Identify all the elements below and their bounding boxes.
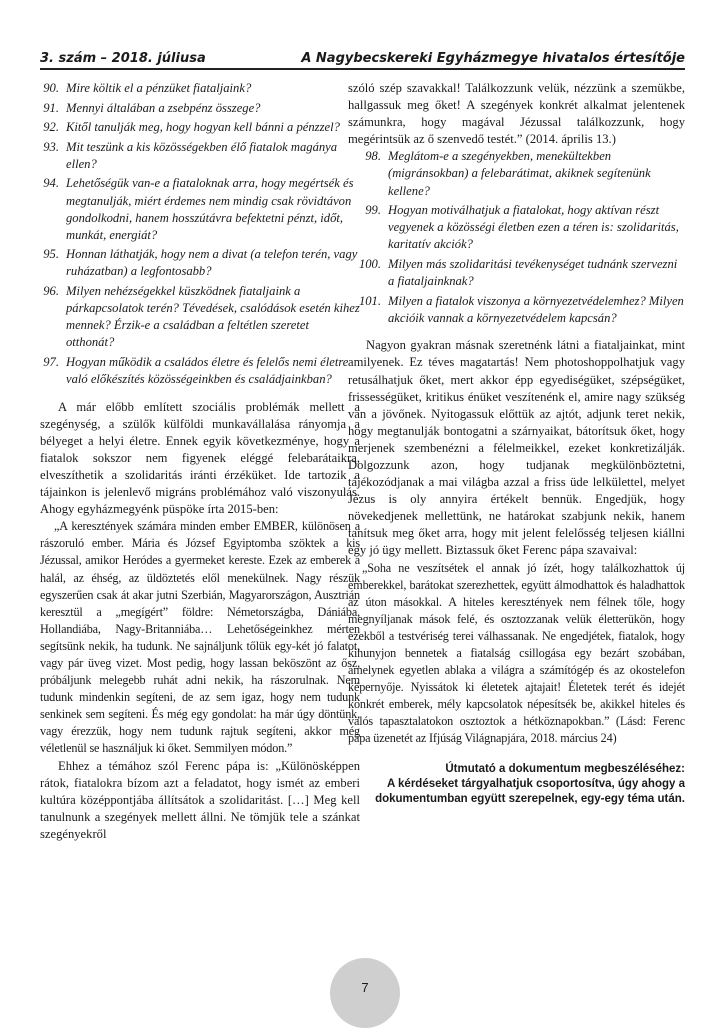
page-number: 7: [330, 958, 400, 1028]
guide-title: Útmutató a dokumentum megbeszéléséhez:: [445, 762, 685, 775]
question-item: 93. Mit teszünk a kis közösségekben élő fiatalok magánya ellen?: [43, 139, 338, 171]
issue-label: 3. szám – 2018. júliusa: [40, 51, 206, 66]
question-item: 98. Meglátom-e a szegényekben, menekültekben (migránsokban) a felebarátimat, akiknek segítenünk kellene?: [365, 149, 651, 198]
question-item: 94. Lehetőségük van-e a fiataloknak arra, hogy megértsék és megtanulják, miért érdemes nem mindig csak rövidtávon gondolkodni, hanem hosszútávra befektetni pénzt, időt, munkát, energiát?: [43, 176, 354, 242]
header-rule: [40, 68, 685, 70]
quote-continuation: szóló szép szavakkal! Találkozzunk velük, nézzünk a szemükbe, hallgassuk meg őket! A szegények konkrét alkalmat jelentenek számunkra, hogy magával Jézussal találkozzunk, hogy megérintsük az ő szenvedő testét.” (2014. április 13.): [348, 81, 685, 147]
left-column: [40, 80, 360, 843]
question-item: 96. Milyen nehézségekkel küszködnek fiataljaink a párkapcsolatok terén? Tévedések, csalódások esetén kihez mennek? Érzik-e a családban a feltétlen szeretet otthonát?: [43, 284, 360, 350]
body-paragraph: Nagyon gyakran másnak szeretnénk látni a fiataljainkat, mint amilyenek. Ez téves magatartás! Nem photoshoppolhatjuk vagy retusálhatjuk őket, mert akkor épp egyediségüket, szépségüket, frissességüket, kritikus énüket veszítenénk el, amire nagy szükség van a jövőnek. Nyitogassuk előttük az ajtót, adjunk teret nekik, hogy megtanulják bontogatni a szárnyaikat, bátorítsuk őket, hogy merjenek szembenézni a félelmeikkel, ezeket konkretizálják. Dolgozzunk azon, hogy tudjanak megkülönböztetni, tájékozódjanak a mai világba azzal a friss üde lelkülettel, melyet Jézus is oly annyira értékelt bennük. Engedjük, hogy növekedjenek mellettünk, ne határokat szabjunk nekik, hanem tanítsuk meg őket arra, hogy mit jelent felelősség teljesen kiállni egy jó ügy mellett. Biztassuk őket Ferenc pápa szavaival:: [348, 338, 685, 558]
body-paragraph: A már előbb említett szociális problémák mellett a szegénység, a szülők külföldi munkavállalása rányomja a bélyeget a helyi életre. Ennek egyik következménye, hogy a fiatalok sokszor nem figyenek eléggé felebarátaikra, elveszíthetik a szolidaritás iránti érzéküket. Ide tartozik a tájainkon is jelenlevő migráns problémához való viszonyulás. Ahogy egyházmegyénk püspöke írta 2015-ben:: [40, 399, 360, 517]
question-item: 90. Mire költik el a pénzüket fiataljaink?: [43, 81, 252, 95]
question-list-right: [354, 148, 685, 326]
right-column: [348, 80, 685, 807]
question-item: 95. Honnan láthatják, hogy nem a divat (a telefon terén, vagy ruházatban) a legfontosabb?: [43, 247, 358, 279]
question-item: 100. Milyen más szolidaritási tevékenységet tudnánk szervezni a fiataljainknak?: [358, 256, 678, 289]
question-item: 99. Hogyan motiválhatjuk a fiatalokat, hogy aktívan részt vegyenek a közösségi életben ezen a téren is: szolidaritás, karitatív akciók?: [365, 203, 679, 252]
question-list-left: [40, 80, 360, 388]
question-item: 91. Mennyi általában a zsebpénz összege?: [43, 100, 261, 115]
bishop-quote: „A keresztények számára minden ember EMBER, különösen a rászoruló ember. Mária és József Egyiptomba szöktek a kis Jézussal, amikor Heródes a gyermeket kereste. Ezek az emberek a halál, az éhség, az üldöztetés elől menekülnek. Nagy részük egyszerűen csak át akar jutni Szerbián, Magyarországon, Ausztrián keresztül a „megígért” földre: Németországba, Dániába, Hollandiába, Nagy-Britanniába… Lehetőségeinkhez mérten segítsünk nekik, ha tudunk. Ne sajnáljunk tőlük egy-két jó falatot, vagy pár üveg vizet. Most pedig, hogy lassan beköszönt az ősz, próbáljunk melegebb ruhát adni nekik, ha rászorulnak. Nem tudunk mindenkin segíteni, de az sem igaz, hogy nem tudunk senkinek sem segíteni. És még egy gondolat: ha már úgy döntünk, vagy érezzük, hogy nem tudunk rajtuk segíteni, akkor még véletlenül se használjuk ki őket. Semmilyen módon.”: [40, 519, 360, 756]
running-header: [40, 44, 685, 66]
body-paragraph: Ehhez a témához szól Ferenc pápa is: „Különösképpen rátok, fiatalokra bízom azt a feladatot, hogy ismét az emberi kultúra középpontjába állítsátok a szolidaritást. […] Meg kell tanulnunk a szegények mellett állni. Ne tömjük tele a szánkat szegényekről: [40, 758, 360, 841]
discussion-guide: [348, 762, 685, 807]
question-item: 97. Hogyan működik a családos életre és felelős nemi életre való előkészítés közösségeinkben és családjainkban?: [43, 354, 349, 386]
guide-text: A kérdéseket tárgyalhatjuk csoportosítva, úgy ahogy a dokumentumban együtt szerepelnek, egy-egy téma után.: [375, 777, 685, 805]
question-item: 92. Kitől tanulják meg, hogy hogyan kell bánni a pénzzel?: [43, 120, 340, 135]
publication-title: A Nagybecskereki Egyházmegye hivatalos értesítője: [301, 51, 685, 66]
question-item: 101. Milyen a fiatalok viszonya a környezetvédelemhez? Milyen akcióik vannak a környezetvédelem kapcsán?: [358, 293, 684, 325]
pope-quote: „Soha ne veszítsétek el annak jó ízét, hogy találkozhattok új emberekkel, barátokat szerezhettek, együtt álmodhattok és haladhattok az úton másokkal. A hiteles keresztények nem félnek tőle, hogy megnyíljanak mások felé, és osztozzanak velük életterükön, hogy ezekből a testvériség terei válhassanak. Ne engedjétek, fiatalok, hogy kihunyjon bennetek a fiatalság csillogása egy bezárt szobában, amelynek egyetlen ablaka a világra a számítógép és az okostelefon képernyője. Nyissátok ki életetek ajtajait! Életetek terét és idejét konkrét emberek, mély kapcsolatok népesítsék be, akikkel hiteles és valós tapasztalatokon osztoztok a hétköznapokban.” (Lásd: Ferenc pápa üzenetét az Ifjúság Világnapjára, 2018. március 24): [348, 560, 685, 746]
